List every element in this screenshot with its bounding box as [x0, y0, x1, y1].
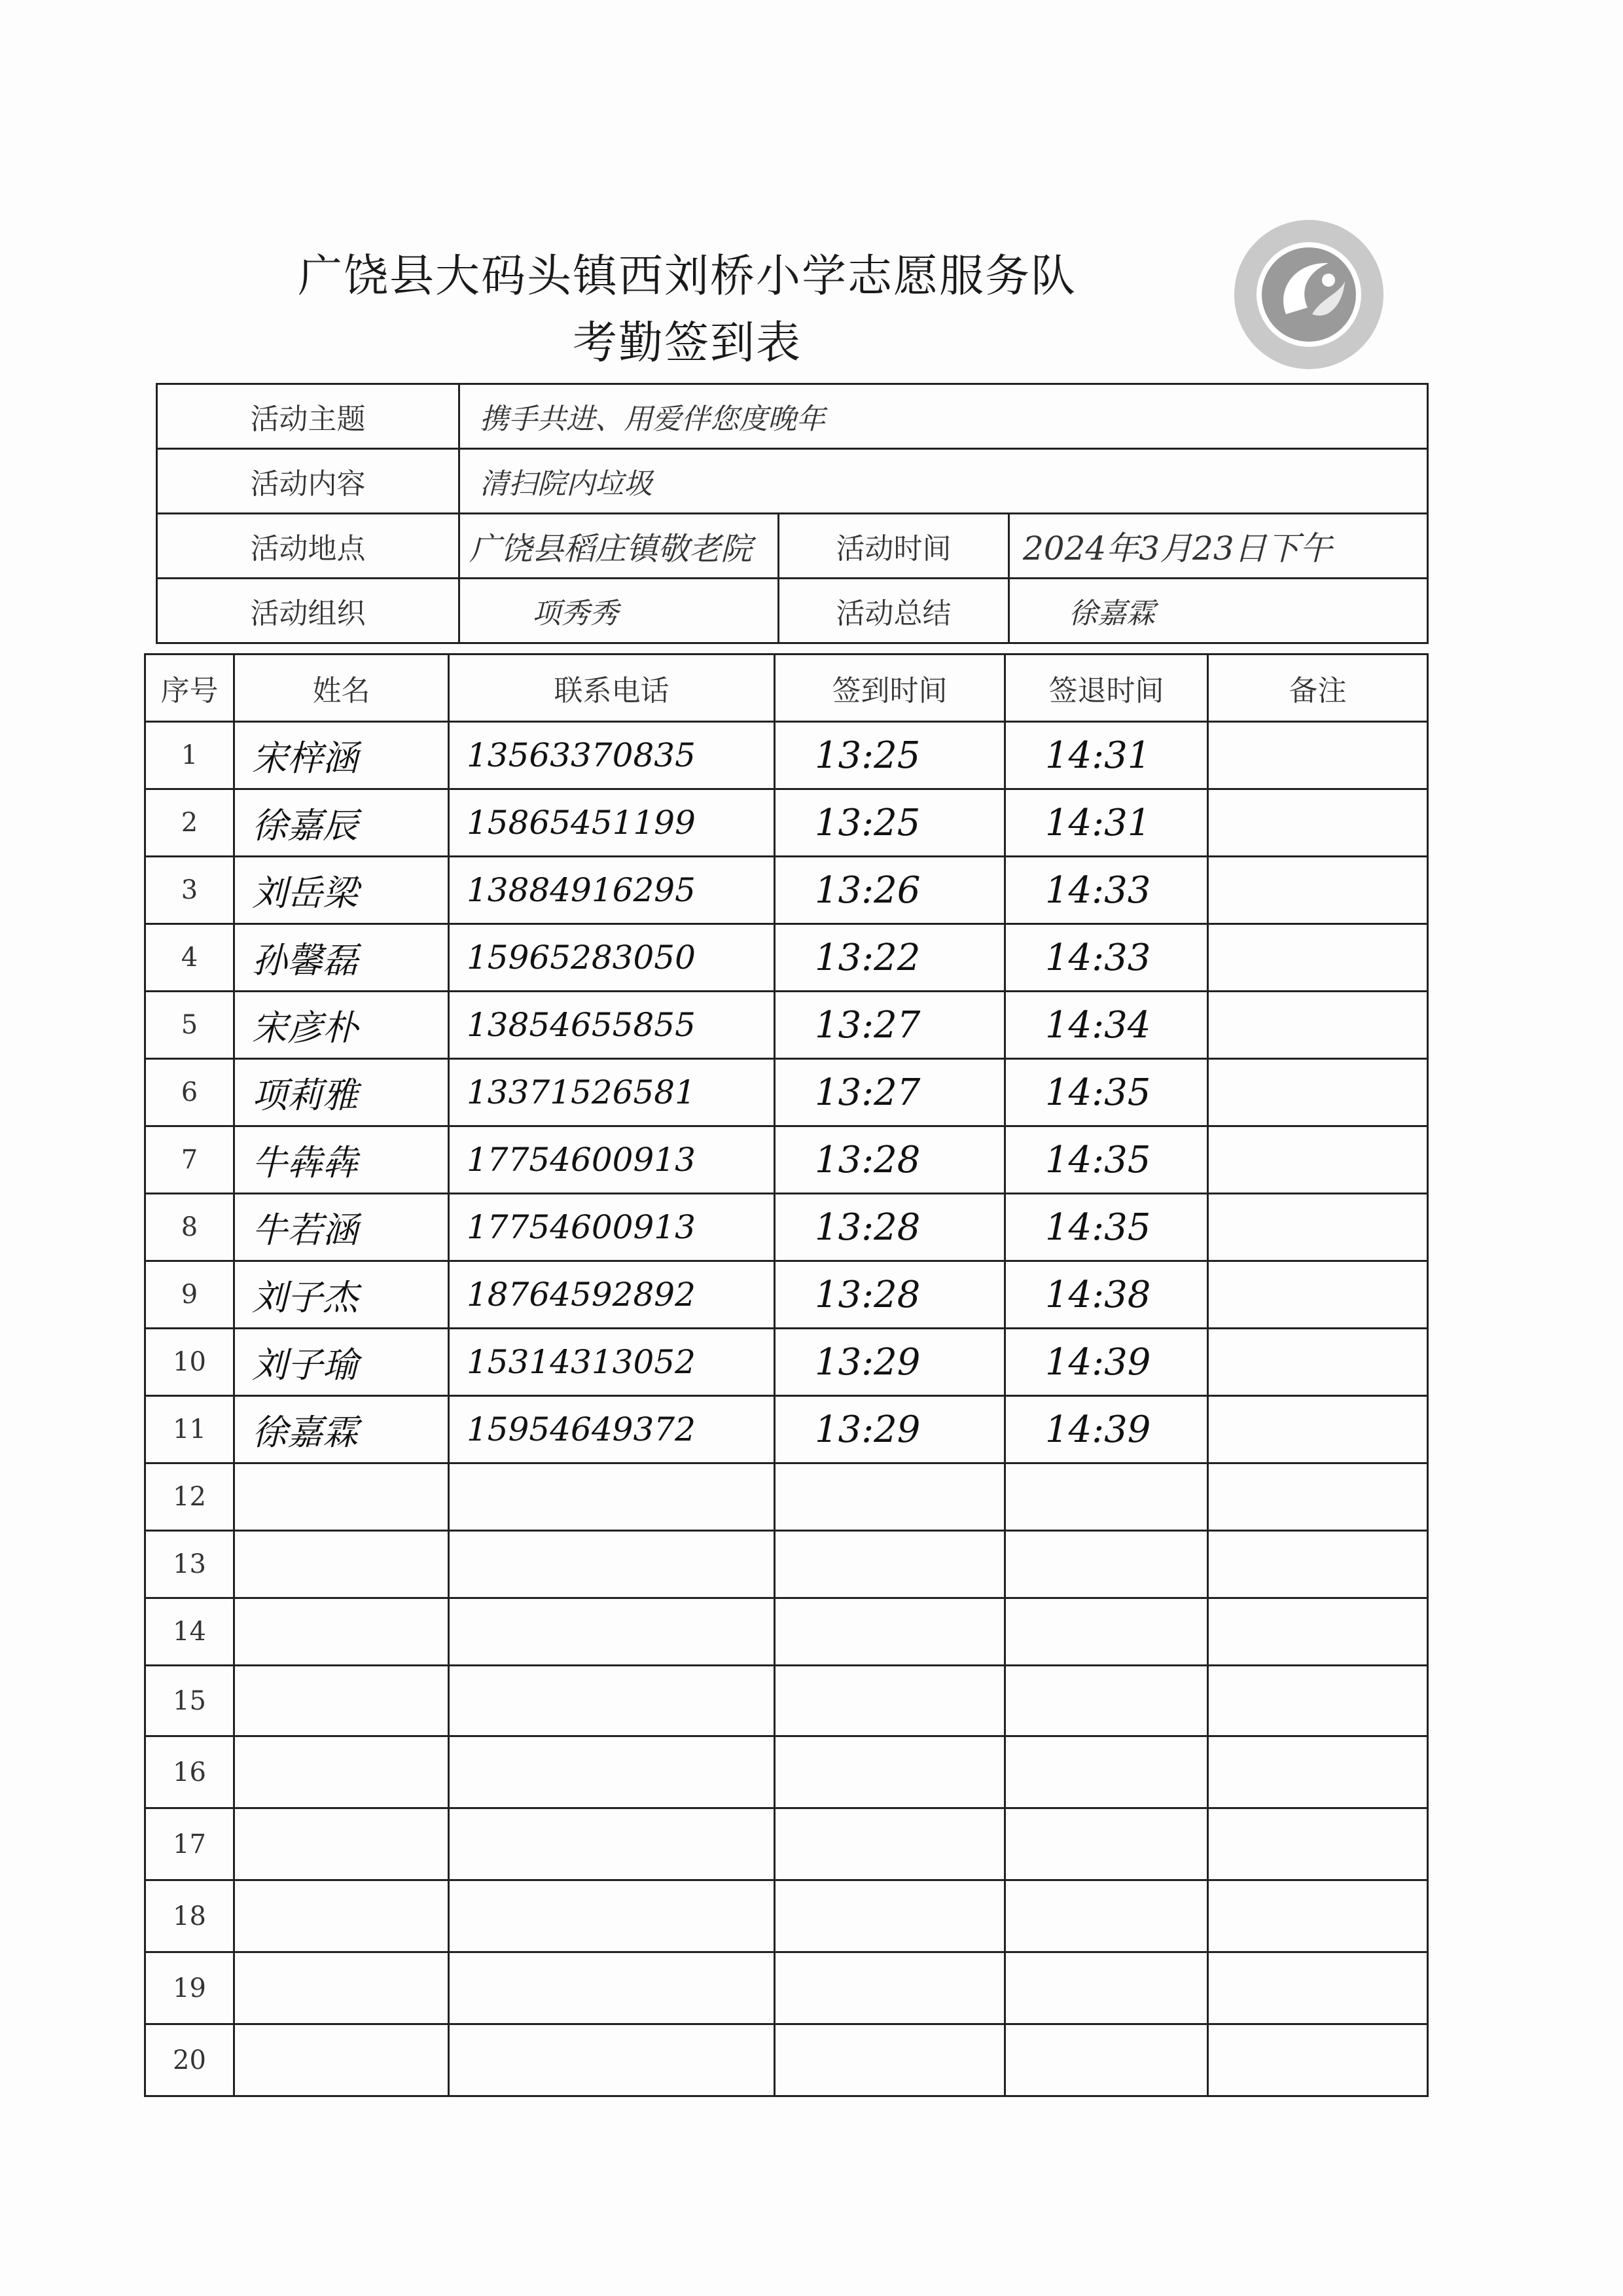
- row-phone: 13371526581: [449, 1059, 775, 1126]
- row-note: [1208, 924, 1428, 992]
- row-name: [234, 1952, 449, 2024]
- row-note: [1208, 1808, 1428, 1880]
- row-index: 10: [145, 1329, 234, 1396]
- school-seal-logo: [1230, 216, 1387, 373]
- row-note: [1208, 1736, 1428, 1808]
- row-index: 18: [145, 1880, 234, 1952]
- table-row: [145, 1598, 1428, 1666]
- row-phone: 15965283050: [449, 924, 775, 992]
- row-checkout-time: 14:39: [1005, 1329, 1208, 1396]
- row-index: 4: [145, 924, 234, 992]
- table-row: [145, 857, 1428, 924]
- row-checkin-time: [775, 1598, 1005, 1666]
- table-row: [145, 1666, 1428, 1736]
- row-note: [1208, 1666, 1428, 1736]
- location-value: 广饶县稻庄镇敬老院: [459, 514, 779, 579]
- row-name: 刘子瑜: [234, 1329, 449, 1396]
- row-phone: 13563370835: [449, 722, 775, 789]
- row-note: [1208, 992, 1428, 1059]
- row-phone: [449, 1531, 775, 1598]
- row-checkin-time: [775, 1666, 1005, 1736]
- location-label: 活动地点: [157, 514, 459, 579]
- row-name: 孙馨磊: [234, 924, 449, 992]
- row-index: 15: [145, 1666, 234, 1736]
- organizer-row: [157, 579, 1428, 643]
- row-checkout-time: [1005, 1531, 1208, 1598]
- row-note: [1208, 2024, 1428, 2096]
- table-row: [145, 1880, 1428, 1952]
- row-note: [1208, 1952, 1428, 2024]
- row-name: [234, 1531, 449, 1598]
- row-name: 牛犇犇: [234, 1126, 449, 1194]
- row-checkout-time: [1005, 1736, 1208, 1808]
- row-checkout-time: [1005, 1666, 1208, 1736]
- row-phone: [449, 1736, 775, 1808]
- row-index: 2: [145, 789, 234, 857]
- theme-row: [157, 384, 1428, 449]
- table-row: [145, 1261, 1428, 1329]
- table-row: [145, 1194, 1428, 1261]
- row-index: 13: [145, 1531, 234, 1598]
- row-name: [234, 1463, 449, 1531]
- table-row: [145, 1396, 1428, 1463]
- organizer-value: 项秀秀: [459, 579, 779, 643]
- row-name: 牛若涵: [234, 1194, 449, 1261]
- time-label: 活动时间: [779, 514, 1009, 579]
- document-title: 广饶县大码头镇西刘桥小学志愿服务队: [297, 251, 1077, 302]
- row-index: 1: [145, 722, 234, 789]
- row-checkin-time: 13:22: [775, 924, 1005, 992]
- table-row: [145, 1059, 1428, 1126]
- row-phone: [449, 1666, 775, 1736]
- row-checkin-time: [775, 1952, 1005, 2024]
- row-name: 宋梓涵: [234, 722, 449, 789]
- row-name: 宋彦朴: [234, 992, 449, 1059]
- row-index: 17: [145, 1808, 234, 1880]
- row-phone: 13854655855: [449, 992, 775, 1059]
- row-checkout-time: 14:38: [1005, 1261, 1208, 1329]
- header-phone: 联系电话: [449, 655, 775, 722]
- row-checkin-time: 13:28: [775, 1126, 1005, 1194]
- row-note: [1208, 1598, 1428, 1666]
- organizer-label: 活动组织: [157, 579, 459, 643]
- content-value: 清扫院内垃圾: [459, 449, 1428, 514]
- table-row: [145, 1329, 1428, 1396]
- row-checkin-time: [775, 1463, 1005, 1531]
- row-index: 11: [145, 1396, 234, 1463]
- row-name: [234, 1880, 449, 1952]
- header-index: 序号: [145, 655, 234, 722]
- row-checkin-time: 13:27: [775, 992, 1005, 1059]
- row-note: [1208, 1329, 1428, 1396]
- row-phone: 15865451199: [449, 789, 775, 857]
- row-checkout-time: [1005, 1598, 1208, 1666]
- row-checkin-time: [775, 1808, 1005, 1880]
- row-checkout-time: 14:35: [1005, 1059, 1208, 1126]
- row-note: [1208, 1531, 1428, 1598]
- table-row: [145, 1952, 1428, 2024]
- row-index: 14: [145, 1598, 234, 1666]
- row-checkout-time: [1005, 1952, 1208, 2024]
- header-checkout: 签退时间: [1005, 655, 1208, 722]
- row-phone: [449, 2024, 775, 2096]
- row-checkin-time: 13:27: [775, 1059, 1005, 1126]
- row-checkin-time: 13:28: [775, 1194, 1005, 1261]
- row-checkout-time: 14:31: [1005, 789, 1208, 857]
- row-index: 9: [145, 1261, 234, 1329]
- row-index: 8: [145, 1194, 234, 1261]
- row-name: [234, 1736, 449, 1808]
- row-name: [234, 1808, 449, 1880]
- summary-value: 徐嘉霖: [1009, 579, 1428, 643]
- row-checkout-time: 14:34: [1005, 992, 1208, 1059]
- row-index: 6: [145, 1059, 234, 1126]
- row-checkout-time: 14:33: [1005, 857, 1208, 924]
- time-value: 2024年3月23日下午: [1009, 514, 1428, 579]
- content-label: 活动内容: [157, 449, 459, 514]
- table-row: [145, 1463, 1428, 1531]
- row-name: [234, 2024, 449, 2096]
- row-checkout-time: [1005, 1463, 1208, 1531]
- row-name: [234, 1598, 449, 1666]
- table-row: [145, 722, 1428, 789]
- table-row: [145, 992, 1428, 1059]
- theme-label: 活动主题: [157, 384, 459, 449]
- row-note: [1208, 722, 1428, 789]
- row-index: 5: [145, 992, 234, 1059]
- row-phone: 18764592892: [449, 1261, 775, 1329]
- row-checkout-time: 14:31: [1005, 722, 1208, 789]
- table-row: [145, 789, 1428, 857]
- table-row: [145, 1736, 1428, 1808]
- activity-info-table: [156, 383, 1429, 644]
- row-index: 7: [145, 1126, 234, 1194]
- row-phone: 17754600913: [449, 1126, 775, 1194]
- row-checkout-time: [1005, 1808, 1208, 1880]
- document-subtitle: 考勤签到表: [572, 317, 802, 369]
- row-checkin-time: 13:29: [775, 1329, 1005, 1396]
- row-phone: 13884916295: [449, 857, 775, 924]
- row-index: 19: [145, 1952, 234, 2024]
- header-name: 姓名: [234, 655, 449, 722]
- row-note: [1208, 1059, 1428, 1126]
- row-phone: [449, 1463, 775, 1531]
- row-note: [1208, 857, 1428, 924]
- row-phone: [449, 1808, 775, 1880]
- row-checkin-time: 13:26: [775, 857, 1005, 924]
- row-index: 20: [145, 2024, 234, 2096]
- row-checkout-time: 14:35: [1005, 1194, 1208, 1261]
- row-checkin-time: 13:25: [775, 789, 1005, 857]
- row-checkin-time: 13:25: [775, 722, 1005, 789]
- attendance-header-row: [145, 655, 1428, 722]
- row-checkout-time: [1005, 1880, 1208, 1952]
- row-checkin-time: [775, 1880, 1005, 1952]
- table-row: [145, 2024, 1428, 2096]
- row-name: 刘子杰: [234, 1261, 449, 1329]
- row-name: 刘岳梁: [234, 857, 449, 924]
- row-phone: [449, 1952, 775, 2024]
- row-note: [1208, 1880, 1428, 1952]
- row-phone: 17754600913: [449, 1194, 775, 1261]
- table-row: [145, 1531, 1428, 1598]
- row-note: [1208, 1463, 1428, 1531]
- content-row: [157, 449, 1428, 514]
- row-checkin-time: [775, 1531, 1005, 1598]
- row-name: 徐嘉辰: [234, 789, 449, 857]
- row-name: 项莉雅: [234, 1059, 449, 1126]
- row-checkin-time: 13:28: [775, 1261, 1005, 1329]
- table-row: [145, 1126, 1428, 1194]
- row-index: 16: [145, 1736, 234, 1808]
- row-checkin-time: [775, 1736, 1005, 1808]
- row-phone: [449, 1598, 775, 1666]
- header-note: 备注: [1208, 655, 1428, 722]
- row-checkin-time: 13:29: [775, 1396, 1005, 1463]
- row-phone: 15314313052: [449, 1329, 775, 1396]
- row-checkout-time: 14:39: [1005, 1396, 1208, 1463]
- attendance-table: [144, 653, 1429, 2097]
- row-name: 徐嘉霖: [234, 1396, 449, 1463]
- row-checkout-time: [1005, 2024, 1208, 2096]
- row-name: [234, 1666, 449, 1736]
- row-index: 12: [145, 1463, 234, 1531]
- row-note: [1208, 1126, 1428, 1194]
- row-checkout-time: 14:35: [1005, 1126, 1208, 1194]
- row-checkin-time: [775, 2024, 1005, 2096]
- location-row: [157, 514, 1428, 579]
- row-checkout-time: 14:33: [1005, 924, 1208, 992]
- row-note: [1208, 789, 1428, 857]
- row-index: 3: [145, 857, 234, 924]
- table-row: [145, 924, 1428, 992]
- row-phone: 15954649372: [449, 1396, 775, 1463]
- table-row: [145, 1808, 1428, 1880]
- row-note: [1208, 1194, 1428, 1261]
- summary-label: 活动总结: [779, 579, 1009, 643]
- row-phone: [449, 1880, 775, 1952]
- header-checkin: 签到时间: [775, 655, 1005, 722]
- row-note: [1208, 1396, 1428, 1463]
- theme-value: 携手共进、用爱伴您度晚年: [459, 384, 1428, 449]
- row-note: [1208, 1261, 1428, 1329]
